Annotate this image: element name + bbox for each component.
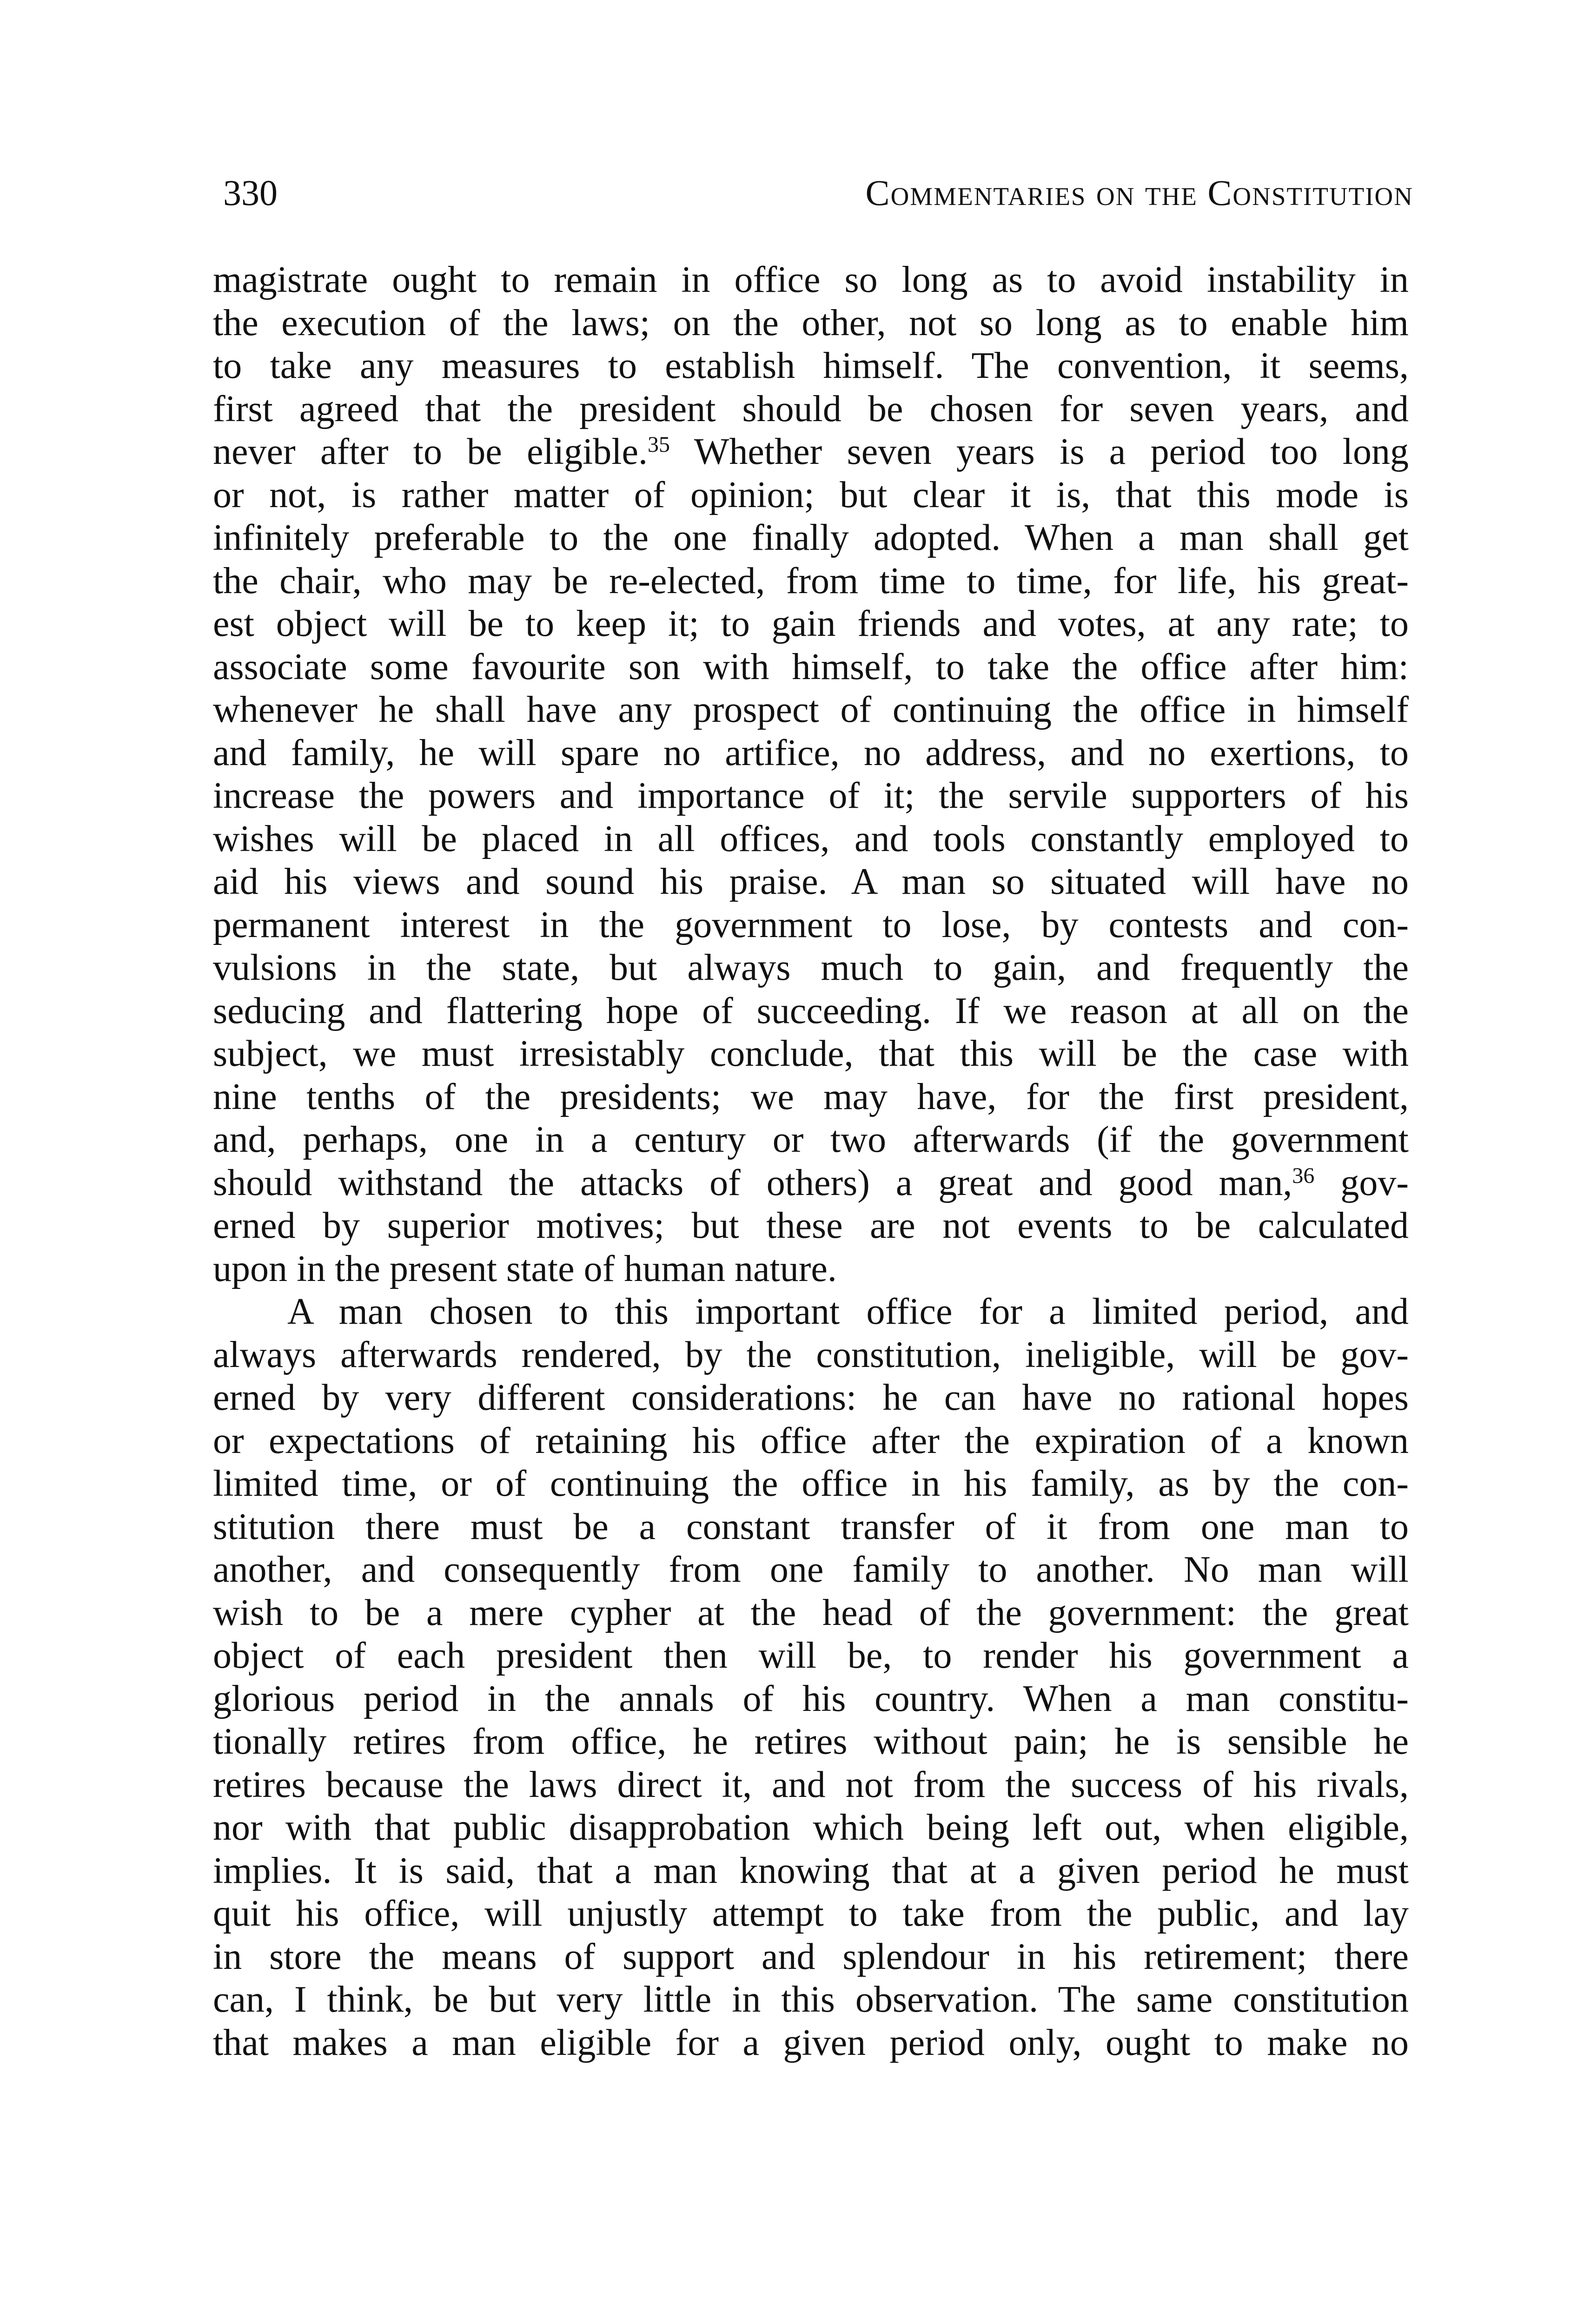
line-text-continued: Whether seven years is a period too long — [670, 431, 1409, 472]
text-line — [213, 2021, 1409, 2065]
text-line — [213, 1334, 1409, 1377]
footnote-marker: 35 — [648, 432, 670, 457]
text-line — [213, 1548, 1409, 1591]
text-line — [213, 1419, 1409, 1463]
line-text: permanent interest in the government to lose, by contests and con- — [213, 904, 1409, 945]
text-line — [213, 1204, 1409, 1248]
text-line — [213, 818, 1409, 861]
line-text: wish to be a mere cypher at the head of the government: the great — [213, 1592, 1409, 1633]
text-line — [213, 1505, 1409, 1549]
line-text: implies. It is said, that a man knowing that at a given period he must — [213, 1850, 1409, 1891]
text-line — [213, 946, 1409, 990]
text-line — [213, 990, 1409, 1033]
line-text: in store the means of support and splendour in his retirement; there — [213, 1936, 1409, 1977]
line-text: the execution of the laws; on the other, not so long as to enable him — [213, 302, 1409, 343]
text-line — [213, 1978, 1409, 2021]
line-text: limited time, or of continuing the office in his family, as by the con- — [213, 1463, 1409, 1504]
paragraph — [213, 1290, 1409, 2064]
text-line — [213, 1290, 1409, 1334]
line-text: glorious period in the annals of his country. When a man constitu- — [213, 1678, 1409, 1719]
line-text: or expectations of retaining his office after the expiration of a known — [213, 1420, 1409, 1461]
text-line — [213, 1591, 1409, 1635]
line-text: aid his views and sound his praise. A man so situated will have no — [213, 861, 1409, 902]
text-line — [213, 258, 1409, 302]
line-text: stitution there must be a constant transfer of it from one man to — [213, 1506, 1409, 1547]
page-header — [223, 170, 1413, 221]
line-text: increase the powers and importance of it; the servile supporters of his — [213, 775, 1409, 816]
line-text: A man chosen to this important office for a limited period, and — [287, 1291, 1409, 1332]
line-text: always afterwards rendered, by the constitution, ineligible, will be gov- — [213, 1334, 1409, 1375]
text-line — [213, 646, 1409, 689]
text-line — [213, 732, 1409, 775]
text-line — [213, 1162, 1409, 1205]
text-line — [213, 430, 1409, 474]
line-text: infinitely preferable to the one finally adopted. When a man shall get — [213, 517, 1409, 558]
line-text: and family, he will spare no artifice, no address, and no exertions, to — [213, 732, 1409, 773]
line-text: seducing and flattering hope of succeeding. If we reason at all on the — [213, 990, 1409, 1031]
line-text: nine tenths of the presidents; we may have, for the first president, — [213, 1076, 1409, 1117]
text-line — [213, 388, 1409, 431]
line-text: the chair, who may be re-elected, from time to time, for life, his great- — [213, 560, 1409, 601]
text-line — [213, 1806, 1409, 1849]
text-line — [213, 1634, 1409, 1677]
text-line — [213, 560, 1409, 603]
line-text: retires because the laws direct it, and not from the success of his rivals, — [213, 1764, 1409, 1805]
line-text: vulsions in the state, but always much to gain, and frequently the — [213, 947, 1409, 988]
line-text: erned by superior motives; but these are not events to be calculated — [213, 1205, 1409, 1246]
text-line — [213, 602, 1409, 646]
line-text: quit his office, will unjustly attempt to take from the public, and lay — [213, 1893, 1409, 1934]
text-line — [213, 774, 1409, 818]
text-line — [213, 1032, 1409, 1076]
text-line — [213, 474, 1409, 517]
line-text: upon in the present state of human nature. — [213, 1248, 837, 1289]
text-line — [213, 1849, 1409, 1893]
line-text: est object will be to keep it; to gain friends and votes, at any rate; to — [213, 603, 1409, 644]
text-line — [213, 1763, 1409, 1807]
page-number: 330 — [223, 172, 278, 213]
body-text — [213, 258, 1409, 2064]
line-text: magistrate ought to remain in office so long as to avoid instability in — [213, 259, 1409, 300]
line-text: to take any measures to establish himself. The convention, it seems, — [213, 345, 1409, 386]
line-text-continued: gov- — [1314, 1162, 1409, 1203]
text-line — [213, 1076, 1409, 1119]
line-text: never after to be eligible. — [213, 431, 648, 472]
running-head: Commentaries on the Constitution — [865, 172, 1413, 213]
text-line — [213, 688, 1409, 732]
text-line — [213, 302, 1409, 345]
text-line — [213, 1376, 1409, 1419]
text-line — [213, 1892, 1409, 1935]
text-line — [213, 1720, 1409, 1763]
line-text: wishes will be placed in all offices, and tools constantly employed to — [213, 818, 1409, 859]
text-line — [213, 1118, 1409, 1162]
text-line — [213, 344, 1409, 388]
line-text: can, I think, be but very little in this observation. The same constitution — [213, 1979, 1409, 2020]
text-line — [213, 860, 1409, 904]
line-text: object of each president then will be, to render his government a — [213, 1635, 1409, 1676]
line-text: tionally retires from office, he retires without pain; he is sensible he — [213, 1721, 1409, 1762]
line-text: erned by very different considerations: he can have no rational hopes — [213, 1377, 1409, 1418]
line-text: whenever he shall have any prospect of continuing the office in himself — [213, 689, 1409, 730]
text-line — [213, 1248, 1409, 1291]
line-text: that makes a man eligible for a given period only, ought to make no — [213, 2022, 1409, 2063]
paragraph — [213, 258, 1409, 1290]
line-text: and, perhaps, one in a century or two afterwards (if the government — [213, 1119, 1409, 1160]
text-line — [213, 1677, 1409, 1721]
text-line — [213, 1935, 1409, 1979]
line-text: associate some favourite son with himself, to take the office after him: — [213, 646, 1409, 687]
line-text: another, and consequently from one family to another. No man will — [213, 1549, 1409, 1590]
text-line — [213, 1462, 1409, 1505]
line-text: should withstand the attacks of others) a great and good man, — [213, 1162, 1292, 1203]
text-line — [213, 904, 1409, 947]
text-line — [213, 516, 1409, 560]
line-text: subject, we must irresistably conclude, that this will be the case with — [213, 1033, 1409, 1074]
line-text: first agreed that the president should be chosen for seven years, and — [213, 388, 1409, 429]
line-text: nor with that public disapprobation which being left out, when eligible, — [213, 1807, 1409, 1848]
line-text: or not, is rather matter of opinion; but clear it is, that this mode is — [213, 474, 1409, 515]
footnote-marker: 36 — [1292, 1163, 1315, 1188]
